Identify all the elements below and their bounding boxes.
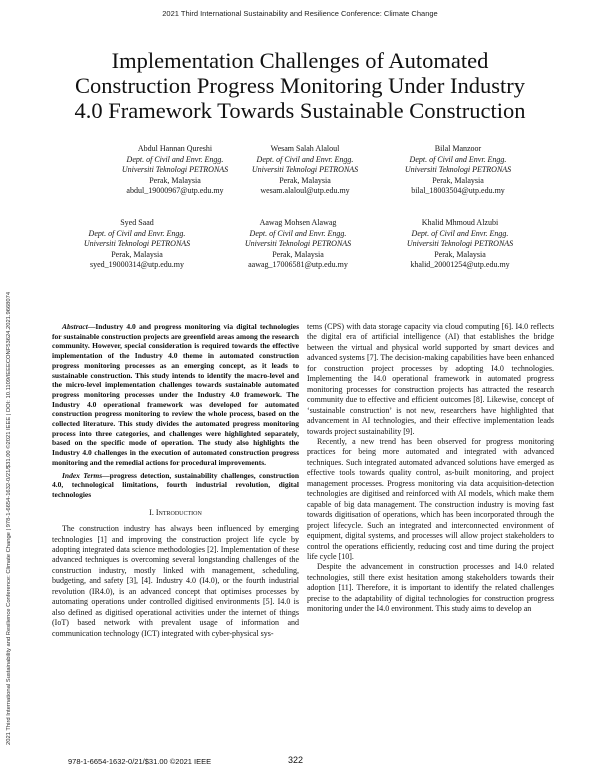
abstract xyxy=(52,322,299,468)
section-heading: I. Introduction xyxy=(149,507,202,517)
author-name: Aawag Mohsen Alawag xyxy=(259,218,337,227)
left-column xyxy=(52,322,299,639)
doi-sidebar xyxy=(6,291,16,755)
body-paragraph: Despite the advancement in construction processes and I4.0 related technologies, still there exist hesitation among stakeholders towards their adoption [11]. Therefore, it is important to identify the related challenges precise to the adaptability of digital technologies for construction progress monitoring under the I4.0 environment. This study aims to develop an xyxy=(307,562,554,614)
right-column xyxy=(307,322,554,615)
author-block xyxy=(47,218,227,271)
intro-paragraph: The construction industry has always been influenced by emerging technologies [1] and improving the construction project life cycle by adopting integrated data science methodologies [2]. Implementation of these advanced techniques is overcoming several longstanding challenges of the construction industry, mostly linked with management, scheduling, budgeting, and safety [3], [4]. Industry 4.0 (I4.0), or the fourth industrial revolution (IR4.0), is an advanced concept that optimises processes by automating operations under controlled digitised environments [5]. I4.0 is also defined as digitised operational activities under the internet of things (IoT) based network with prevalent usage of information and communication technology (ICT) integrated with cyber-physical sys- xyxy=(52,524,299,638)
author-university: Universiti Teknologi PETRONAS xyxy=(83,239,191,249)
paper-title xyxy=(40,48,560,123)
author-university: Universiti Teknologi PETRONAS xyxy=(251,165,359,175)
author-location: Perak, Malaysia xyxy=(434,249,486,259)
author-name: Abdul Hannan Qureshi xyxy=(137,144,213,153)
author-name: Syed Saad xyxy=(120,218,154,227)
author-name: Bilal Manzoor xyxy=(434,144,482,153)
title-line: Implementation Challenges of Automated xyxy=(111,48,489,73)
author-email: khalid_20001254@utp.edu.my xyxy=(410,260,510,270)
conference-header: 2021 Third International Sustainability and Resilience Conference: Climate Change xyxy=(162,9,438,18)
index-terms-label: Index Terms xyxy=(62,470,103,480)
author-location: Perak, Malaysia xyxy=(111,249,163,259)
author-name: Wesam Salah Alaloul xyxy=(270,144,340,153)
author-dept: Dept. of Civil and Envr. Engg. xyxy=(256,154,354,164)
author-email: abdul_19000967@utp.edu.my xyxy=(126,186,224,196)
author-email: syed_19000314@utp.edu.my xyxy=(89,260,185,270)
author-dept: Dept. of Civil and Envr. Engg. xyxy=(126,154,224,164)
abstract-text: —Industry 4.0 and progress monitoring via digital technologies for sustainable construction projects are greenfield areas among the research community. However, special consideration is required towards the effective implementation of the Industry 4.0 theme in automated construction progress monitoring processes as an emerging concept, as it leads to sustainable construction. This study intends to identify the macro-level and the micro-level implementation challenges towards sustainable automated progress monitoring processes under the Industry 4.0 framework. The Industry 4.0 operational framework was developed for automated construction progress monitoring to review the whole process, based on the collected literature. This study divides the automated progress monitoring process into three categories, and challenges were highlighted separately, based on the specific mode of operation. The study also highlights the Industry 4.0 challenges in the execution of automated construction progress monitoring and the remedial actions for procedural improvements. xyxy=(52,322,299,467)
author-email: aawag_17006581@utp.edu.my xyxy=(248,260,348,270)
body-paragraph: Recently, a new trend has been observed for progress monitoring practices for being more automated and integrated with advanced techniques. Such integrated automated advanced solutions have emerged as effective tools towards quality control, as-built monitoring, and project management processes. Progress monitoring via data acquisition-detection technologies are digitised and reinforced with AI models, which make them capable of big data management. The construction industry is moving fast towards digitisation of operations, which has been incorporated through the project lifecycle. Such an integrated and interconnected environment of equipment, digital systems, and processes will allow project stakeholders to control the operations efficiently, reducing cost and time during the project life cycle [10]. xyxy=(307,436,554,561)
abstract-label: Abstract xyxy=(62,322,88,331)
author-block xyxy=(208,218,388,271)
index-terms-text: —progress detection, sustainability challenges, construction 4.0, technological limitations, fourth industrial revolution, digital technologies xyxy=(52,470,299,499)
author-block xyxy=(370,218,550,271)
author-dept: Dept. of Civil and Envr. Engg. xyxy=(88,228,186,238)
doi-sidebar-text: 2021 Third International Sustainability and Resilience Conference: Climate Change | 978-1-6654-1632-0/21/$31.00 ©2021 IEEE | DOI: 10.1109/IEEECONF53624.2021.9668074 xyxy=(6,291,12,745)
author-block xyxy=(368,144,548,197)
author-dept: Dept. of Civil and Envr. Engg. xyxy=(249,228,347,238)
body-paragraph: tems (CPS) with data storage capacity via cloud computing [6]. I4.0 reflects the digital era of artificial intelligence (AI) that establishes the bridge between the virtual and physical world supported by smart devices and advanced systems [7]. The decision-making capabilities have been enhanced for construction project processes by adopting I4.0 technologies. Implementing the I4.0 operational framework in automated progress monitoring processes for construction projects has attracted the research community due to effective and efficient outcomes [8]. Likewise, concept of ‘sustainable construction’ is not new, researchers have highlighted that advancement in AI technologies, and their effective implementation leads towards project sustainability [9]. xyxy=(307,322,554,436)
author-location: Perak, Malaysia xyxy=(279,175,331,185)
author-email: bilal_18003504@utp.edu.my xyxy=(411,186,505,196)
author-email: wesam.alaloul@utp.edu.my xyxy=(260,186,350,196)
title-line: Construction Progress Monitoring Under Industry xyxy=(75,73,525,98)
author-university: Universiti Teknologi PETRONAS xyxy=(244,239,352,249)
author-location: Perak, Malaysia xyxy=(432,175,484,185)
author-location: Perak, Malaysia xyxy=(272,249,324,259)
copyright-footer: 978-1-6654-1632-0/21/$31.00 ©2021 IEEE xyxy=(68,757,212,766)
author-dept: Dept. of Civil and Envr. Engg. xyxy=(409,154,507,164)
author-name: Khalid Mhmoud Alzubi xyxy=(421,218,499,227)
author-location: Perak, Malaysia xyxy=(149,175,201,185)
author-university: Universiti Teknologi PETRONAS xyxy=(121,165,229,175)
author-dept: Dept. of Civil and Envr. Engg. xyxy=(411,228,509,238)
author-university: Universiti Teknologi PETRONAS xyxy=(406,239,514,249)
page-number: 322 xyxy=(288,755,304,765)
author-university: Universiti Teknologi PETRONAS xyxy=(404,165,512,175)
index-terms xyxy=(52,471,299,500)
title-line: 4.0 Framework Towards Sustainable Construction xyxy=(74,98,526,123)
